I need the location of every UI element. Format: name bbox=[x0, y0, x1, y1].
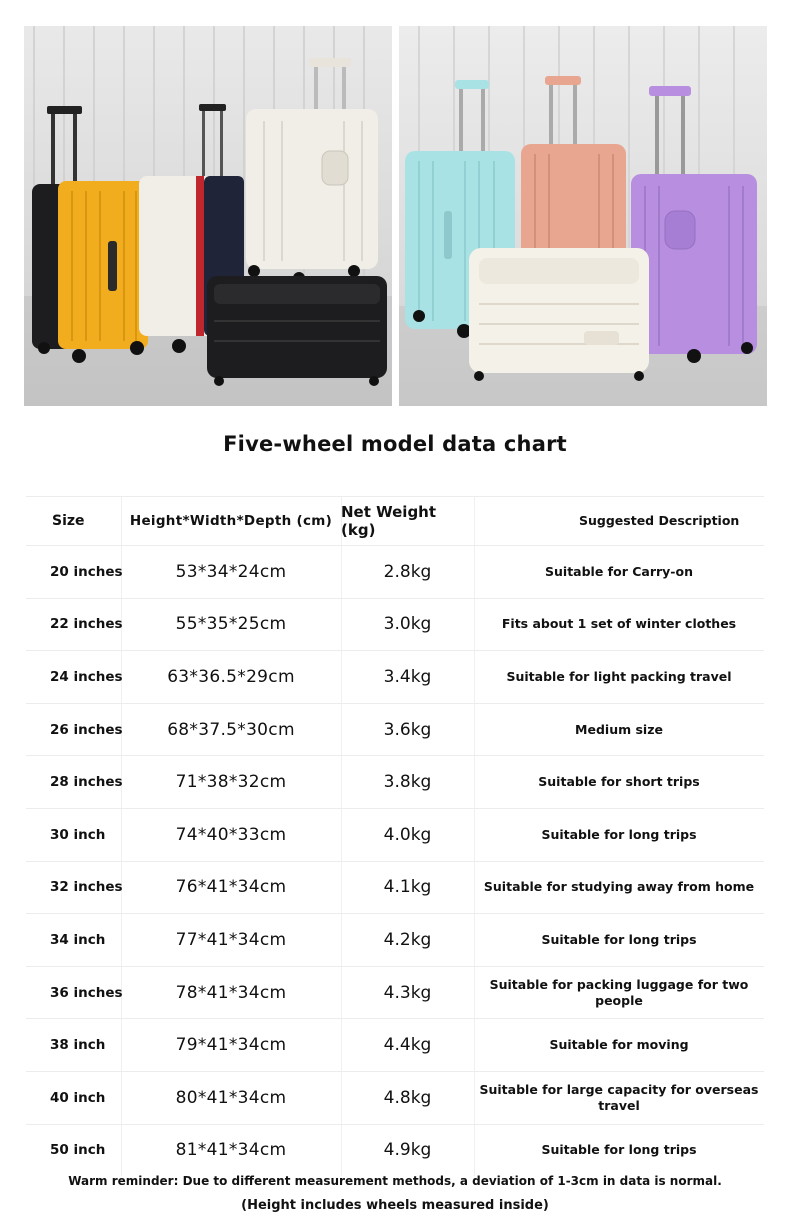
header-net-weight: Net Weight (kg) bbox=[341, 503, 437, 539]
size-cell: 30 inch bbox=[50, 826, 106, 843]
description-cell: Suitable for long trips bbox=[541, 826, 697, 842]
dimensions-cell: 77*41*34cm bbox=[175, 929, 287, 950]
header-dimensions: Height*Width*Depth (cm) bbox=[129, 513, 333, 529]
description-cell: Suitable for Carry-on bbox=[545, 563, 693, 579]
table-row bbox=[26, 913, 764, 966]
dimensions-cell: 81*41*34cm bbox=[175, 1140, 287, 1161]
table-row bbox=[26, 650, 764, 703]
weight-cell: 4.0kg bbox=[383, 824, 432, 845]
dimensions-cell: 71*38*32cm bbox=[175, 772, 287, 793]
weight-cell: 4.2kg bbox=[383, 929, 432, 950]
table-row bbox=[26, 1124, 764, 1177]
size-cell: 38 inch bbox=[50, 1037, 106, 1054]
description-cell: Suitable for large capacity for overseas travel bbox=[479, 1081, 759, 1113]
description-cell: Suitable for packing luggage for two people bbox=[489, 976, 749, 1008]
size-cell: 22 inches bbox=[50, 616, 123, 633]
dimensions-cell: 53*34*24cm bbox=[175, 561, 287, 582]
size-cell: 28 inches bbox=[50, 774, 123, 791]
dimensions-cell: 74*40*33cm bbox=[175, 824, 287, 845]
description-cell: Suitable for moving bbox=[549, 1037, 689, 1053]
description-cell: Suitable for light packing travel bbox=[506, 668, 732, 684]
size-cell: 24 inches bbox=[50, 668, 123, 685]
size-cell: 20 inches bbox=[50, 563, 123, 580]
weight-cell: 3.8kg bbox=[383, 772, 432, 793]
weight-cell: 4.4kg bbox=[383, 1035, 432, 1056]
table-header-row bbox=[26, 496, 764, 545]
size-cell: 26 inches bbox=[50, 721, 123, 738]
weight-cell: 3.0kg bbox=[383, 614, 432, 635]
description-cell: Suitable for short trips bbox=[538, 774, 700, 790]
description-cell: Suitable for long trips bbox=[541, 931, 697, 947]
table-row bbox=[26, 1018, 764, 1071]
weight-cell: 4.9kg bbox=[383, 1140, 432, 1161]
description-cell: Suitable for studying away from home bbox=[483, 879, 755, 895]
warm-reminder: Warm reminder: Due to different measurement methods, a deviation of 1-3cm in data is normal. bbox=[68, 1174, 722, 1188]
table-row bbox=[26, 755, 764, 808]
weight-cell: 2.8kg bbox=[383, 561, 432, 582]
table-row bbox=[26, 966, 764, 1019]
chart-title: Five-wheel model data chart bbox=[223, 432, 567, 456]
table-row bbox=[26, 1071, 764, 1124]
size-cell: 34 inch bbox=[50, 931, 106, 948]
dimensions-cell: 79*41*34cm bbox=[175, 1035, 287, 1056]
product-photos bbox=[24, 26, 767, 406]
table-row bbox=[26, 861, 764, 914]
weight-cell: 4.1kg bbox=[383, 877, 432, 898]
dimensions-cell: 80*41*34cm bbox=[175, 1087, 287, 1108]
weight-cell: 4.8kg bbox=[383, 1087, 432, 1108]
dimensions-cell: 76*41*34cm bbox=[175, 877, 287, 898]
size-cell: 50 inch bbox=[50, 1142, 106, 1159]
description-cell: Medium size bbox=[575, 721, 663, 737]
table-row bbox=[26, 545, 764, 598]
size-cell: 40 inch bbox=[50, 1089, 106, 1106]
data-table bbox=[26, 496, 764, 1176]
size-cell: 32 inches bbox=[50, 879, 123, 896]
table-row bbox=[26, 598, 764, 651]
description-cell: Suitable for long trips bbox=[541, 1142, 697, 1158]
size-cell: 36 inches bbox=[50, 984, 123, 1001]
weight-cell: 3.6kg bbox=[383, 719, 432, 740]
dimensions-cell: 78*41*34cm bbox=[175, 982, 287, 1003]
suitcases-photo-right bbox=[399, 26, 767, 406]
dimensions-cell: 55*35*25cm bbox=[175, 614, 287, 635]
weight-cell: 4.3kg bbox=[383, 982, 432, 1003]
dimensions-cell: 63*36.5*29cm bbox=[167, 666, 295, 687]
description-cell: Fits about 1 set of winter clothes bbox=[501, 616, 737, 632]
table-row bbox=[26, 808, 764, 861]
weight-cell: 3.4kg bbox=[383, 666, 432, 687]
table-row bbox=[26, 703, 764, 756]
height-note: (Height includes wheels measured inside) bbox=[241, 1198, 549, 1213]
header-size: Size bbox=[52, 513, 85, 529]
dimensions-cell: 68*37.5*30cm bbox=[167, 719, 295, 740]
suitcases-photo-left bbox=[24, 26, 392, 406]
header-description: Suggested Description bbox=[579, 513, 740, 528]
